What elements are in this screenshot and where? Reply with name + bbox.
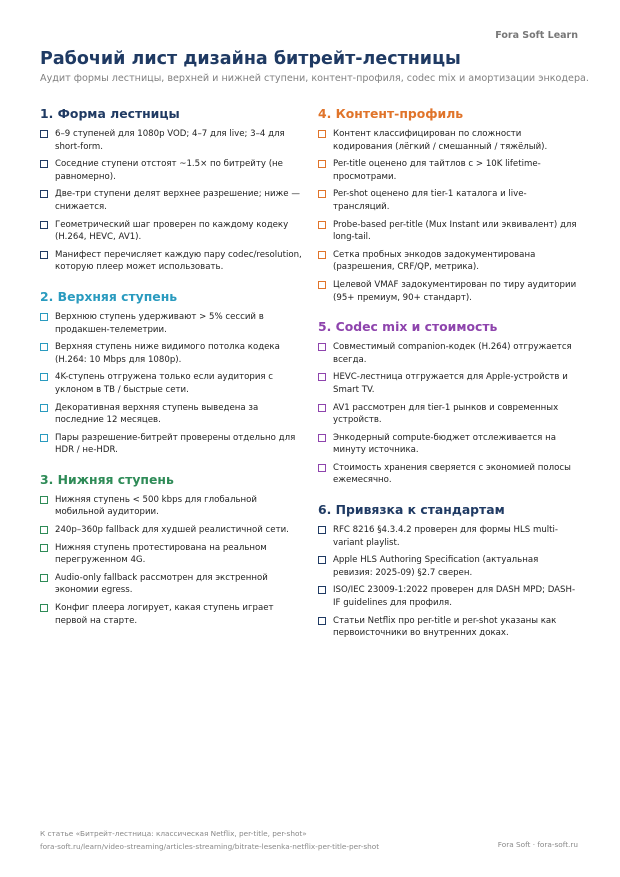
section-title: 6. Привязка к стандартам	[318, 502, 505, 518]
checklist-item	[40, 371, 302, 396]
checklist-item-text: Нижняя ступень протестирована на реальном перегруженном 4G.	[55, 542, 267, 566]
checklist-item	[40, 158, 302, 183]
checkbox[interactable]	[318, 404, 326, 412]
checklist-item-text: AV1 рассмотрен для tier-1 рынков и современных устройств.	[333, 402, 559, 426]
section-title: 5. Codec mix и стоимость	[318, 319, 498, 335]
checklist-item	[318, 188, 580, 213]
checklist-item	[40, 249, 302, 274]
checkbox[interactable]	[318, 526, 326, 534]
footer-article-ref: К статье «Битрейт-лестница: классическая Netflix, per-title, per-shot»	[40, 829, 307, 838]
checkbox[interactable]	[40, 434, 48, 442]
checklist-item-text: Per-title оценено для тайтлов с > 10K lifetime-просмотрами.	[333, 159, 541, 182]
checkbox[interactable]	[318, 221, 326, 229]
checkbox[interactable]	[318, 160, 326, 168]
checklist-item	[318, 371, 580, 396]
checklist-item-text: Манифест перечисляет каждую пару codec/resolution, которую плеер может использовать.	[55, 249, 302, 273]
checklist-item	[40, 188, 302, 213]
checklist-item	[318, 249, 580, 274]
checklist-item	[40, 311, 302, 336]
checklist-item-text: 4K-ступень отгружена только если аудитория с уклоном в ТВ / быстрые сети.	[55, 372, 274, 395]
checklist-item	[40, 402, 302, 427]
right-column	[318, 106, 580, 655]
checkbox[interactable]	[318, 556, 326, 564]
checkbox[interactable]	[40, 526, 48, 534]
checklist-section	[40, 289, 302, 457]
checklist-item-text: Верхнюю ступень удерживают > 5% сессий в продакшен-телеметрии.	[55, 311, 264, 335]
checklist-item-text: RFC 8216 §4.3.4.2 проверен для формы HLS multi-variant playlist.	[333, 525, 559, 548]
checklist-item	[318, 524, 580, 549]
checkbox[interactable]	[318, 190, 326, 198]
checklist-item	[40, 494, 302, 519]
checklist-item-text: Верхняя ступень ниже видимого потолка кодека (H.264: 10 Mbps для 1080p).	[55, 342, 280, 365]
checklist-item-text: Совместимый companion-кодек (H.264) отгружается всегда.	[333, 342, 572, 365]
checklist-item-text: Per-shot оценено для tier-1 каталога и live-трансляций.	[333, 189, 527, 212]
checklist-item	[318, 432, 580, 457]
left-column	[40, 106, 302, 642]
footer-source	[40, 827, 379, 853]
footer-url[interactable]: fora-soft.ru/learn/video-streaming/articles-streaming/bitrate-lesenka-netflix-per-title-per-shot	[40, 842, 380, 851]
checkbox[interactable]	[40, 544, 48, 552]
checkbox[interactable]	[40, 160, 48, 168]
checklist-item-text: Конфиг плеера логирует, какая ступень играет первой на старте.	[55, 603, 274, 626]
checkbox[interactable]	[318, 373, 326, 381]
checklist-item	[40, 341, 302, 366]
page-subtitle: Аудит формы лестницы, верхней и нижней ступени, контент-профиля, codec mix и амортизации энкодера.	[40, 73, 589, 84]
checklist-item	[40, 128, 302, 153]
checklist-item	[318, 462, 580, 487]
checklist-item-text: Probe-based per-title (Mux Instant или эквивалент) для long-tail.	[333, 219, 577, 243]
checklist-item	[318, 615, 580, 640]
checklist-section	[318, 106, 580, 304]
checklist-item-text: Стоимость хранения сверяется с экономией полосы ежемесячно.	[333, 462, 571, 486]
checklist-item	[318, 341, 580, 366]
checklist-item-text: Контент классифицирован по сложности кодирования (лёгкий / смешанный / тяжёлый).	[333, 129, 548, 152]
checkbox[interactable]	[318, 251, 326, 259]
checkbox[interactable]	[40, 373, 48, 381]
checkbox[interactable]	[40, 251, 48, 259]
section-title: 1. Форма лестницы	[40, 106, 180, 121]
checkbox[interactable]	[318, 281, 326, 289]
section-title: 2. Верхняя ступень	[40, 288, 178, 304]
footer-brand-site[interactable]: Fora Soft · fora-soft.ru	[497, 840, 578, 849]
checklist-item	[318, 584, 580, 609]
checklist-item-text: 240p–360p fallback для худшей реалистичной сети.	[55, 525, 289, 536]
checklist-item-text: HEVC-лестница отгружается для Apple-устройств и Smart TV.	[333, 372, 568, 395]
checklist-item-text: Нижняя ступень < 500 kbps для глобальной мобильной аудитории.	[55, 494, 257, 518]
checkbox[interactable]	[318, 617, 326, 625]
checkbox[interactable]	[318, 586, 326, 594]
checklist-item	[318, 279, 580, 304]
checkbox[interactable]	[40, 130, 48, 138]
checklist-section	[40, 106, 302, 274]
checklist-item-text: Целевой VMAF задокументирован по тиру аудитории (95+ премиум, 90+ стандарт).	[333, 279, 577, 303]
checklist-item-text: Соседние ступени отстоят ~1.5× по битрейту (не равномерно).	[55, 159, 283, 182]
checkbox[interactable]	[318, 434, 326, 442]
checklist-section	[40, 472, 302, 627]
checklist-item-text: Сетка пробных энкодов задокументирована (разрешения, CRF/QP, метрика).	[333, 249, 536, 273]
checkbox[interactable]	[40, 404, 48, 412]
checkbox[interactable]	[40, 190, 48, 198]
section-title: 3. Нижняя ступень	[40, 471, 174, 487]
checkbox[interactable]	[40, 313, 48, 321]
checkbox[interactable]	[40, 574, 48, 582]
section-title: 4. Контент-профиль	[318, 106, 464, 121]
checklist-item-text: ISO/IEC 23009-1:2022 проверен для DASH MPD; DASH-IF guidelines для профиля.	[333, 585, 576, 609]
checklist-item	[40, 572, 302, 597]
checklist-item-text: 6–9 ступеней для 1080p VOD; 4–7 для live; 3–4 для short-form.	[55, 129, 285, 152]
checklist-item	[40, 524, 302, 537]
page-title: Рабочий лист дизайна битрейт-лестницы	[40, 49, 461, 69]
checklist-item	[318, 158, 580, 183]
checklist-item-text: Энкодерный compute-бюджет отслеживается на минуту источника.	[333, 432, 556, 456]
checklist-item-text: Apple HLS Authoring Specification (актуальная ревизия: 2025-09) §2.7 сверен.	[333, 555, 539, 578]
checklist-section	[318, 319, 580, 487]
checklist-item	[318, 128, 580, 153]
checklist-item-text: Пары разрешение-битрейт проверены отдельно для HDR / не-HDR.	[55, 432, 296, 456]
checkbox[interactable]	[40, 604, 48, 612]
checklist-item	[40, 219, 302, 244]
checklist-item	[40, 602, 302, 627]
checklist-item	[40, 542, 302, 567]
checklist-item	[318, 219, 580, 244]
checklist-item	[318, 554, 580, 579]
checkbox[interactable]	[318, 130, 326, 138]
checklist-item	[40, 432, 302, 457]
checkbox[interactable]	[40, 221, 48, 229]
checklist-item-text: Геометрический шаг проверен по каждому кодеку (H.264, HEVC, AV1).	[55, 219, 289, 243]
checkbox[interactable]	[318, 343, 326, 351]
checklist-item-text: Audio-only fallback рассмотрен для экстренной экономии egress.	[55, 572, 268, 596]
checklist-item-text: Декоративная верхняя ступень выведена за последние 12 месяцев.	[55, 402, 259, 426]
checklist-item	[318, 402, 580, 427]
checkbox[interactable]	[318, 464, 326, 472]
checkbox[interactable]	[40, 496, 48, 504]
checkbox[interactable]	[40, 343, 48, 351]
checklist-item-text: Статьи Netflix про per-title и per-shot указаны как первоисточники во внутренних доках.	[333, 615, 557, 639]
checklist-section	[318, 502, 580, 640]
checklist-item-text: Две-три ступени делят верхнее разрешение; ниже — снижается.	[55, 189, 300, 212]
brand-label: Fora Soft Learn	[495, 30, 578, 41]
